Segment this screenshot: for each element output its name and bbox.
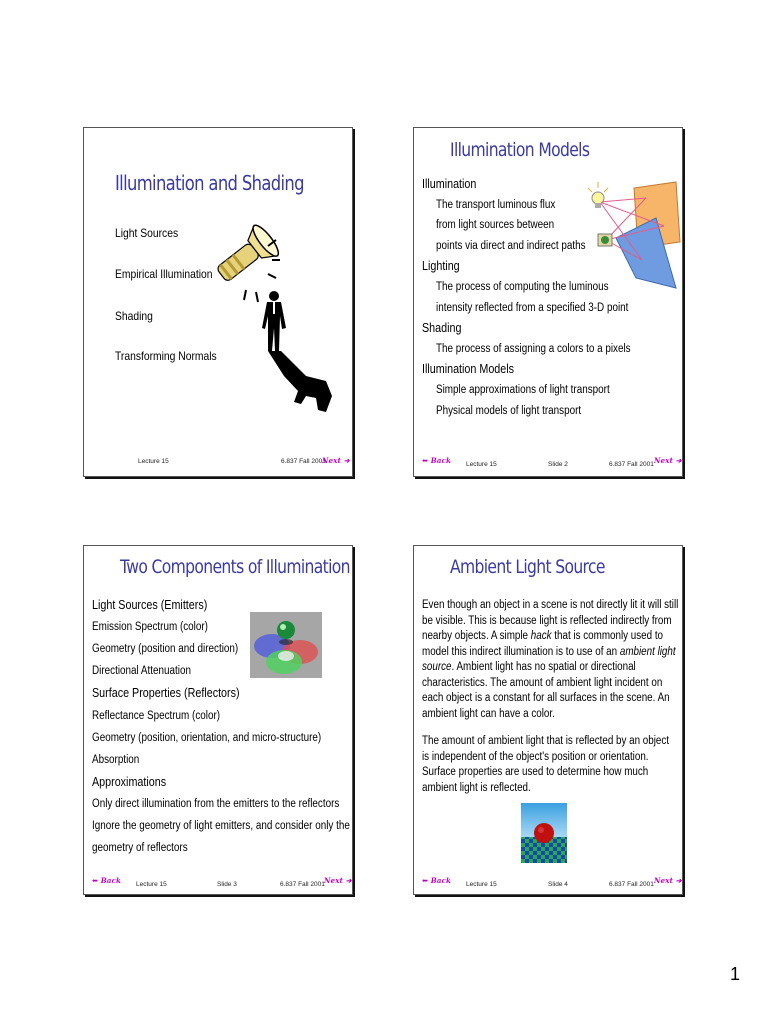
list-item: Empirical Illumination [115,267,213,281]
back-label: Back [100,876,122,885]
list-item: Light Sources [115,226,179,240]
outline-subitem: Reflectance Spectrum (color) [92,709,221,722]
outline-subitem: Physical models of light transport [436,404,582,417]
footer-lecture: Lecture 15 [136,881,167,888]
back-label: Back [430,876,452,885]
outline-heading: Shading [422,321,462,336]
next-label: Next [322,456,342,465]
slide-3 [83,545,353,895]
outline-subitem: Simple approximations of light transport [436,384,610,396]
next-button[interactable] [654,456,682,465]
slide-title: Ambient Light Source [450,556,605,578]
next-button[interactable] [654,876,682,885]
outline-subitem: Directional Attenuation [92,665,191,678]
slide-title: Illumination and Shading [115,171,304,195]
hack-emphasis: hack [530,630,552,642]
light-transport-illustration [586,178,681,293]
arrow-left-icon: ⬅ [422,456,429,465]
rgb-lights-illustration [250,612,322,678]
outline-subitem: geometry of reflectors [92,842,188,855]
next-label: Next [654,876,674,885]
outline-subitem: Emission Spectrum (color) [92,621,208,634]
footer-course: 6.837 Fall 2001 [609,881,654,888]
arrow-right-icon: ➔ [345,876,352,885]
slide-2 [413,127,683,477]
outline-subitem: The process of assigning a colors to a pixels [436,342,631,355]
para1-text: . Ambient light has no spatial or directional characteristics. The amount of ambient light incident on each object is a constant for all surfaces in the scene. An ambient light can have a color. [422,661,670,720]
slide-4 [413,545,683,895]
outline-heading: Approximations [92,774,167,789]
outline-subitem: Geometry (position and direction) [92,643,239,656]
paragraph-1 [422,598,679,722]
footer-slide: Slide 3 [217,881,237,888]
outline-heading: Illumination Models [422,362,515,377]
footer-lecture: Lecture 15 [466,461,497,468]
footer-course: 6.837 Fall 2001 [280,881,325,888]
arrow-right-icon: ➔ [675,456,682,465]
paragraph-2: The amount of ambient light that is reflected by an object is independent of the object's position or orientation. Surface properties are used to determine how much ambient light is reflected. [422,735,670,794]
next-button[interactable] [322,456,350,465]
footer-slide: Slide 2 [548,461,568,468]
arrow-right-icon: ➔ [675,876,682,885]
ambient-light-emphasis: ambient light source [422,645,676,673]
footer-course: 6.837 Fall 2001 [281,458,326,465]
page-number: 1 [729,964,740,984]
list-item: Shading [115,309,153,323]
flashlight-man-illustration [206,216,353,426]
footer-course: 6.837 Fall 2001 [609,461,654,468]
slide-title: Illumination Models [450,139,590,161]
next-label: Next [654,456,674,465]
outline-heading: Light Sources (Emitters) [92,598,208,612]
arrow-right-icon: ➔ [343,456,350,465]
back-button[interactable] [422,876,451,885]
next-label: Next [324,876,344,885]
slide-title: Two Components of Illumination [120,556,350,578]
footer-slide: Slide 4 [548,881,568,888]
arrow-left-icon: ⬅ [422,876,429,885]
para1-text: that is commonly used to model this indirect illumination is to use of an [422,630,664,658]
outline-subitem: The process of computing the luminous [436,281,609,293]
list-item: Transforming Normals [115,349,217,363]
outline-subitem: The transport luminous flux [436,198,556,211]
outline-subitem: Geometry (position, orientation, and micro-structure) [92,731,322,744]
footer-lecture: Lecture 15 [466,881,497,888]
arrow-left-icon: ⬅ [92,876,99,885]
outline-subitem: intensity reflected from a specified 3-D point [436,301,629,314]
ambient-sphere-illustration [521,803,567,863]
outline-subitem: points via direct and indirect paths [436,239,586,252]
outline-heading: Illumination [422,177,477,191]
next-button[interactable] [324,876,352,885]
back-button[interactable] [92,876,121,885]
footer-lecture: Lecture 15 [138,458,169,465]
outline-heading: Lighting [422,259,460,274]
slide-1 [83,127,353,477]
outline-heading: Surface Properties (Reflectors) [92,686,240,701]
outline-subitem: Only direct illumination from the emitters to the reflectors [92,797,340,810]
back-label: Back [430,456,452,465]
outline-subitem: Absorption [92,753,140,766]
para1-text: Even though an object in a scene is not directly lit it will still be visible. This is because light is reflected indirectly from nearby objects. A simple [422,599,679,642]
outline-subitem: Ignore the geometry of light emitters, and consider only the [92,820,350,832]
outline-subitem: from light sources between [436,219,555,232]
back-button[interactable] [422,456,451,465]
